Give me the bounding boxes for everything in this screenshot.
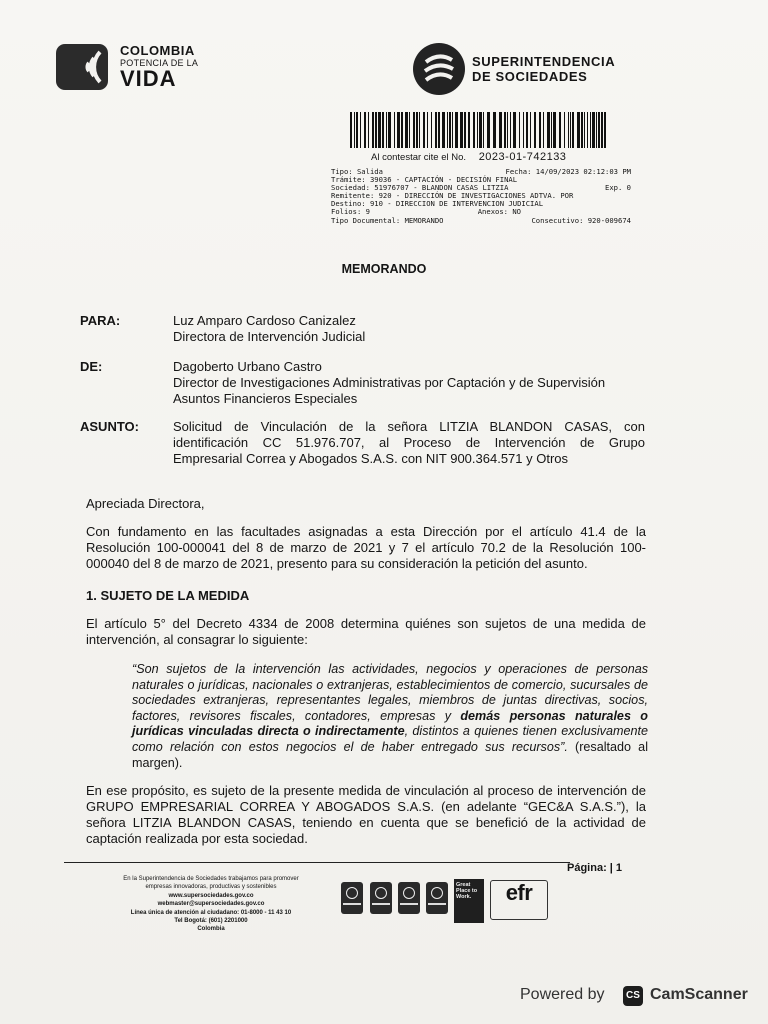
barcode-bar — [442, 112, 445, 148]
cite-line — [371, 151, 566, 163]
footer-country: Colombia — [197, 926, 225, 933]
barcode-bar — [388, 112, 391, 148]
intro-paragraph: Con fundamento en las facultades asignadas a esta Dirección por el artículo 41.4 de la Resolución 100-000041 del 8 de marzo de 2021 y 7 el artículo 70.2 de la Resolución 100-000040 del 8 de marzo de 2021, presento para su consideración la petición del asunto. — [86, 524, 646, 571]
barcode-bar — [447, 112, 448, 148]
certification-badge-icon — [426, 882, 448, 914]
barcode-bar — [601, 112, 603, 148]
barcode-bar — [368, 112, 369, 148]
meta-left: Tipo: Salida — [331, 167, 383, 176]
certification-badge-icon — [398, 882, 420, 914]
barcode-bar — [364, 112, 366, 148]
page-number: Página: | 1 — [567, 862, 623, 874]
quote-bold: demás personas naturales o jurídicas vinculadas directa o indirectamente — [132, 708, 648, 739]
document-title: MEMORANDO — [341, 262, 427, 276]
barcode-bar — [427, 112, 428, 148]
barcode-bar — [397, 112, 400, 148]
barcode-bar — [596, 112, 597, 148]
footer-line: En la Superintendencia de Sociedades trabajamos para promover — [123, 876, 299, 882]
barcode-bar — [360, 112, 361, 148]
barcode-bar — [386, 112, 387, 148]
meta-left: Remitente: 920 - DIRECCIÓN DE INVESTIGACIONES ADTVA. POR — [331, 191, 574, 201]
greeting: Apreciada Directora, — [86, 496, 205, 511]
barcode-bar — [464, 112, 466, 148]
footer-email: webmaster@supersociedades.gov.co — [157, 901, 265, 908]
radicado-number: 2023-01-742133 — [478, 151, 567, 163]
barcode-bar — [604, 112, 606, 148]
barcode-bar — [416, 112, 418, 148]
barcode-bar — [598, 112, 600, 148]
de-role-line2: Asuntos Financieros Especiales — [173, 391, 358, 406]
barcode-bar — [499, 112, 502, 148]
barcode-bar — [534, 112, 536, 148]
barcode-bar — [378, 112, 381, 148]
barcode-bar — [504, 112, 506, 148]
barcode-bar — [584, 112, 585, 148]
barcode-bar — [530, 112, 531, 148]
camscanner-name: CamScanner — [650, 986, 748, 1003]
barcode — [350, 112, 608, 148]
meta-left: Sociedad: 51976707 - BLANDON CASAS LITZIA — [331, 183, 509, 193]
quote-part-c: , distintos a quienes tienen exclusivamente como relación con estos negocios el de haber entregado sus recursos”. — [132, 724, 648, 754]
barcode-bar — [493, 112, 496, 148]
meta-left: Destino: 910 - DIRECCION DE INTERVENCION JUDICIAL — [331, 199, 544, 209]
asunto-line2: identificación CC 51.976.707, al Proceso de Intervención de Grupo — [173, 435, 645, 450]
article-paragraph: El artículo 5° del Decreto 4334 de 2008 determina quiénes son sujetos de una medida de intervención, al consagrar lo siguiente: — [86, 616, 646, 647]
meta-left: Tipo Documental: MEMORANDO — [331, 215, 444, 225]
closing-paragraph: En ese propósito, es sujeto de la presente medida de vinculación al proceso de intervención de GRUPO EMPRESARIAL CORREA Y ABOGADOS S.A.S. (en adelante “GEC&A S.A.S.”), la señora LITZIA BLANDON CASAS, teniendo en cuenta que se benefició de la actividad de captación realizada por esta sociedad. — [86, 783, 646, 846]
footer-tel: Tel Bogotá: (601) 2201000 — [174, 918, 248, 925]
barcode-bar — [438, 112, 440, 148]
de-role-line1: Director de Investigaciones Administrativas por Captación y de Supervisión — [173, 375, 606, 390]
efr-label: efr — [505, 880, 533, 905]
barcode-bar — [570, 112, 571, 148]
para-name: Luz Amparo Cardoso Canizalez — [173, 313, 356, 328]
powered-by-text: Powered by — [520, 986, 605, 1003]
meta-right: Fecha: 14/09/2023 02:12:03 PM — [505, 167, 631, 176]
barcode-bar — [350, 112, 352, 148]
colombia-signal-icon — [56, 42, 112, 92]
barcode-bar — [539, 112, 541, 148]
barcode-bar — [477, 112, 478, 148]
barcode-bar — [394, 112, 395, 148]
de-name: Dagoberto Urbano Castro — [173, 359, 322, 374]
barcode-bar — [375, 112, 377, 148]
barcode-bar — [559, 112, 561, 148]
barcode-bar — [356, 112, 358, 148]
barcode-bar — [543, 112, 544, 148]
barcode-bar — [401, 112, 403, 148]
logo-line-vida: VIDA — [120, 66, 177, 91]
meta-left: Folios: 9 — [331, 207, 370, 217]
meta-left: Trámite: 39036 - CAPTACIÓN - DECISIÓN FINAL — [331, 175, 518, 185]
great-place-to-work-badge: Great Place to Work. — [454, 879, 484, 923]
asunto-line1: Solicitud de Vinculación de la señora LITZIA BLANDON CASAS, con — [173, 419, 645, 434]
footer-line: empresas innovadoras, productivas y sostenibles — [145, 884, 277, 891]
meta-right: Anexos: NO — [477, 207, 521, 217]
logo-line-colombia: COLOMBIA — [120, 43, 195, 58]
meta-right: Exp. 0 — [605, 183, 631, 193]
logo-line-potencia: POTENCIA DE LA — [120, 58, 199, 68]
barcode-bar — [372, 112, 374, 148]
barcode-bar — [568, 112, 569, 148]
meta-right: Consecutivo: 920-009674 — [531, 215, 631, 225]
barcode-bar — [581, 112, 583, 148]
supersociedades-emblem-icon — [412, 42, 466, 96]
barcode-bar — [564, 112, 565, 148]
decree-quote — [132, 662, 648, 771]
barcode-bar — [449, 112, 451, 148]
barcode-bar — [572, 112, 574, 148]
barcode-bar — [479, 112, 482, 148]
asunto-line3: Empresarial Correa y Abogados S.A.S. con NIT 900.364.571 y Otros — [173, 451, 569, 466]
barcode-bar — [590, 112, 591, 148]
logo-line-sociedades: DE SOCIEDADES — [472, 69, 588, 84]
quote-part-a: “Son sujetos de la intervención las actividades, negocios y operaciones de personas naturales o jurídicas, nacionales o extranjeras, establecimientos de comercio, sucursales de sociedades extranjeras, representantes legales, miembros de juntas directivas, socios, factores, revisores fiscales, contadores, empresas y — [132, 662, 648, 723]
barcode-bar — [468, 112, 470, 148]
barcode-bar — [553, 112, 556, 148]
barcode-bar — [423, 112, 425, 148]
barcode-bar — [354, 112, 355, 148]
para-label: PARA: — [80, 313, 121, 328]
certification-badge-icon — [370, 882, 392, 914]
footer-phone-line: Línea única de atención al ciudadano: 01-8000 - 11 43 10 — [130, 909, 292, 916]
barcode-bar — [507, 112, 508, 148]
radicado-meta — [331, 168, 631, 225]
de-block — [173, 359, 605, 407]
supersociedades-logo — [412, 42, 652, 98]
barcode-bar — [460, 112, 463, 148]
barcode-bar — [455, 112, 458, 148]
barcode-bar — [513, 112, 516, 148]
barcode-bar — [487, 112, 490, 148]
asunto-label: ASUNTO: — [80, 419, 139, 434]
barcode-bar — [473, 112, 475, 148]
certification-badge-icon — [341, 882, 363, 914]
barcode-bar — [523, 112, 524, 148]
para-role: Directora de Intervención Judicial — [173, 329, 366, 344]
colombia-potencia-logo — [56, 42, 216, 98]
barcode-bar — [547, 112, 550, 148]
barcode-bar — [435, 112, 437, 148]
cite-label: Al contestar cite el No. — [371, 152, 467, 163]
barcode-bar — [519, 112, 520, 148]
barcode-bar — [592, 112, 595, 148]
meta-row — [331, 217, 631, 225]
barcode-bar — [483, 112, 484, 148]
asunto-block — [173, 419, 645, 467]
barcode-bar — [405, 112, 408, 148]
de-label: DE: — [80, 359, 103, 374]
barcode-bar — [382, 112, 384, 148]
barcode-bar — [577, 112, 580, 148]
efr-badge — [490, 880, 548, 920]
quote-tail: (resaltado al margen). — [132, 739, 648, 770]
barcode-bar — [419, 112, 420, 148]
barcode-bar — [431, 112, 432, 148]
barcode-bar — [452, 112, 453, 148]
footer-contact — [88, 875, 334, 934]
barcode-bar — [409, 112, 410, 148]
barcode-bar — [413, 112, 415, 148]
barcode-bar — [587, 112, 588, 148]
footer-rule — [64, 862, 570, 863]
logo-line-superintendencia: SUPERINTENDENCIA — [472, 54, 616, 69]
barcode-bar — [510, 112, 511, 148]
footer-website: www.supersociedades.gov.co — [168, 892, 254, 899]
barcode-bar — [526, 112, 528, 148]
barcode-bar — [551, 112, 552, 148]
section-heading: 1. SUJETO DE LA MEDIDA — [86, 588, 250, 603]
camscanner-logo-icon: CS — [623, 986, 643, 1006]
para-block — [173, 313, 365, 345]
